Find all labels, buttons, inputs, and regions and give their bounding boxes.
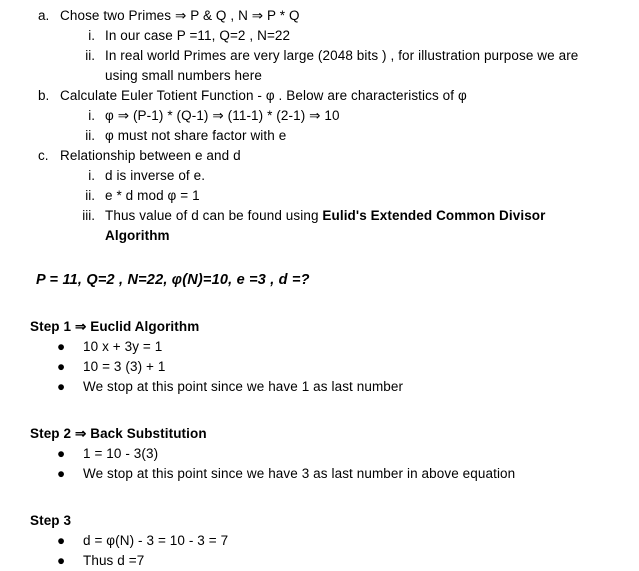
outline-item-a-ii bbox=[0, 46, 639, 86]
outline-text-c-iii-bold: Eulid's Extended Common Divisor Algorithm bbox=[105, 208, 546, 243]
list-item bbox=[30, 377, 639, 397]
outline-text-c-iii-plain: Thus value of d can be found using bbox=[105, 208, 323, 223]
outline-text-a-i: In our case P =11, Q=2 , N=22 bbox=[105, 28, 291, 43]
outline-marker-a: a. bbox=[38, 8, 50, 23]
outline-marker-a-i: i. bbox=[88, 28, 95, 43]
outline-item-a-i bbox=[0, 26, 639, 46]
outline-item-c-i bbox=[0, 166, 639, 186]
outline-text-b-i: φ ⇒ (P-1) * (Q-1) ⇒ (11-1) * (2-1) ⇒ 10 bbox=[105, 108, 340, 123]
outline-text-c-ii: e * d mod φ = 1 bbox=[105, 188, 200, 203]
outline-marker-b-ii: ii. bbox=[85, 128, 95, 143]
outline-marker-c-i: i. bbox=[88, 168, 95, 183]
outline-text-b-ii: φ must not share factor with e bbox=[105, 128, 287, 143]
outline-marker-c-ii: ii. bbox=[85, 188, 95, 203]
outline-item-b bbox=[0, 86, 639, 106]
list-item-text: Thus d =7 bbox=[83, 553, 145, 568]
bullet-icon: ● bbox=[57, 553, 66, 568]
step-2-list bbox=[30, 444, 639, 484]
outline-text-c-iii bbox=[105, 206, 583, 246]
outline-marker-b-i: i. bbox=[88, 108, 95, 123]
outline-marker-b: b. bbox=[38, 88, 50, 103]
bullet-icon: ● bbox=[57, 379, 66, 394]
bullet-icon: ● bbox=[57, 466, 66, 481]
outline-list bbox=[0, 0, 639, 246]
list-item bbox=[30, 464, 639, 484]
step-block-2 bbox=[0, 397, 639, 484]
outline-text-a: Chose two Primes ⇒ P & Q , N ⇒ P * Q bbox=[60, 8, 300, 23]
list-item bbox=[30, 531, 639, 551]
list-item-text: 1 = 10 - 3(3) bbox=[83, 446, 159, 461]
list-item-text: d = φ(N) - 3 = 10 - 3 = 7 bbox=[83, 533, 229, 548]
list-item-text: 10 = 3 (3) + 1 bbox=[83, 359, 166, 374]
list-item bbox=[30, 551, 639, 571]
bullet-icon: ● bbox=[57, 533, 66, 548]
step-1-list bbox=[30, 337, 639, 397]
step-1-heading: Step 1 ⇒ Euclid Algorithm bbox=[30, 319, 200, 334]
bullet-icon: ● bbox=[57, 339, 66, 354]
outline-text-b: Calculate Euler Totient Function - φ . Below are characteristics of φ bbox=[60, 88, 467, 103]
step-3-heading: Step 3 bbox=[30, 513, 72, 528]
outline-marker-c-iii: iii. bbox=[82, 208, 95, 223]
list-item-text: We stop at this point since we have 3 as last number in above equation bbox=[83, 466, 516, 481]
outline-item-c bbox=[0, 146, 639, 166]
outline-text-a-ii: In real world Primes are very large (2048 bits ) , for illustration purpose we are using small numbers here bbox=[105, 48, 579, 83]
outline-item-a bbox=[0, 6, 639, 26]
outline-item-b-ii bbox=[0, 126, 639, 146]
outline-marker-a-ii: ii. bbox=[85, 48, 95, 63]
parameters-line: P = 11, Q=2 , N=22, φ(N)=10, e =3 , d =? bbox=[36, 272, 310, 288]
list-item bbox=[30, 444, 639, 464]
list-item-text: 10 x + 3y = 1 bbox=[83, 339, 163, 354]
list-item-text: We stop at this point since we have 1 as last number bbox=[83, 379, 404, 394]
outline-item-b-i bbox=[0, 106, 639, 126]
step-2-heading: Step 2 ⇒ Back Substitution bbox=[30, 426, 207, 441]
step-block-3 bbox=[0, 484, 639, 571]
step-3-list bbox=[30, 531, 639, 571]
outline-text-c: Relationship between e and d bbox=[60, 148, 241, 163]
outline-item-c-ii bbox=[0, 186, 639, 206]
step-block-1 bbox=[0, 290, 639, 397]
outline-marker-c: c. bbox=[38, 148, 49, 163]
bullet-icon: ● bbox=[57, 359, 66, 374]
bullet-icon: ● bbox=[57, 446, 66, 461]
outline-item-c-iii bbox=[0, 206, 639, 246]
list-item bbox=[30, 337, 639, 357]
list-item bbox=[30, 357, 639, 377]
outline-text-c-i: d is inverse of e. bbox=[105, 168, 206, 183]
